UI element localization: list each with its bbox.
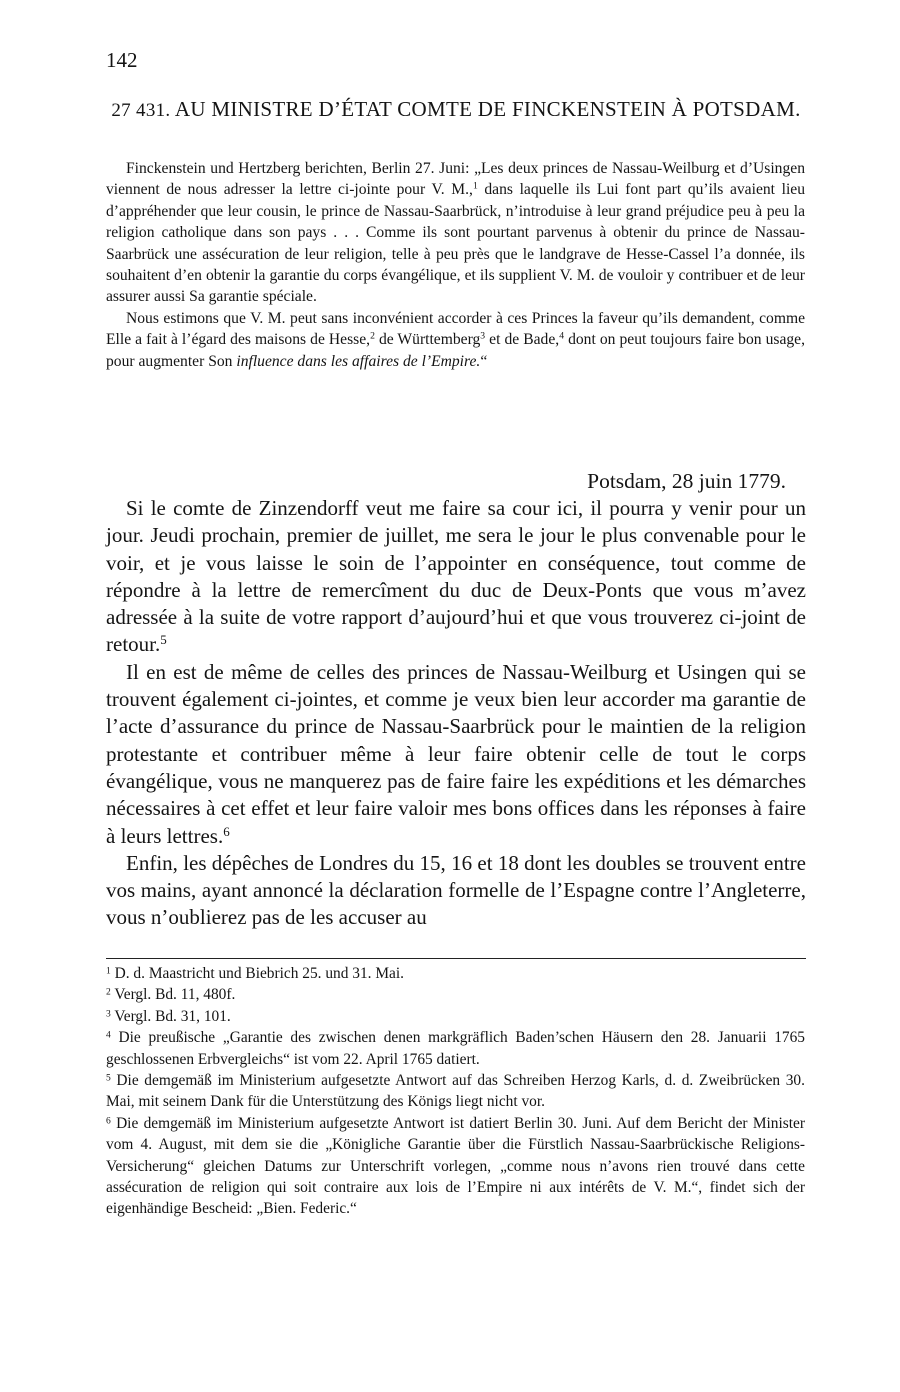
letter-paragraph-2 xyxy=(106,659,806,850)
footnote xyxy=(106,963,805,984)
summary-text: dans laquelle ils Lui font part qu’ils avaient lieu d’appréhender que leur cousin, le prince de Nassau-Saarbrück, n’introduise à leur grand préjudice peu à peu la religion catholique dans son pays . . . Comme ils sont pourtant parvenus à obtenir du prince de Nassau-Saarbrück une assécuration de leur religion, telle à peu près que le landgrave de Hesse-Cassel l’a donnée, ils souhaitent d’en obtenir la garantie du corps évangélique, et ils supplient V. M. de vouloir y contribuer et de leur assurer aussi Sa garantie spéciale. xyxy=(106,181,805,306)
footnote xyxy=(106,1006,805,1027)
footnote xyxy=(106,1027,805,1070)
footnotes xyxy=(106,963,805,1220)
footnote xyxy=(106,1113,805,1220)
footnote-ref: 6 xyxy=(223,823,230,839)
letter-text: Il en est de même de celles des princes de Nassau-Weilburg et Usingen qui se trouvent également ci-jointes, et comme je veux bien leur accorder ma garantie de l’acte d’assurance du prince de Nassau-Saarbrück pour le maintien de la religion protestante et contribuer même à leur faire obtenir celle de tout le corps évangélique, vous ne manquerez pas de faire faire les expéditions et les démarches nécessaires à cet effet et leur faire valoir mes bons offices dans les réponses à faire à leurs lettres. xyxy=(106,659,806,848)
footnote-number: 1 xyxy=(106,965,111,977)
letter-text: Si le comte de Zinzendorff veut me faire sa cour ici, il pourra y venir pour un jour. Jeudi prochain, premier de juillet, me sera le jour le plus convenable pour le voir, et je vous laisse le soin de l’appointer en conséquence, tout comme de répondre à la lettre de remercîment du duc de Deux-Ponts que vous m’avez adressée à la suite de votre rapport d’aujourd’hui et que vous trouverez ci-joint de retour. xyxy=(106,496,806,657)
summary-text: et de Bade, xyxy=(485,331,560,349)
letter-date-line: Potsdam, 28 juin 1779. xyxy=(587,469,786,493)
footnote-number: 6 xyxy=(106,1115,111,1127)
footnote-text: Die demgemäß im Ministerium aufgesetzte Antwort auf das Schreiben Herzog Karls, d. d. Zweibrücken 30. Mai, mit seinem Dank für die Unterstützung des Königs liegt nicht vor. xyxy=(106,1072,805,1111)
footnote-ref: 3 xyxy=(480,330,486,342)
footnote-ref: 4 xyxy=(559,330,565,342)
summary-italic-text: influence dans les affaires de l’Empire. xyxy=(236,352,481,370)
summary-text: Finckenstein und Hertzberg berichten, Berlin 27. Juni: „Les deux princes de Nassau-Weilburg et d’Usingen viennent de nous adresser la lettre ci-jointe pour V. M., xyxy=(106,160,805,199)
footnote-text: Die preußische „Garantie des zwischen denen markgräflich Baden’schen Häusern den 28. Januarii 1765 geschlossenen Erbvergleichs“ ist vom 22. April 1765 datiert. xyxy=(106,1029,805,1068)
summary-text: de Württemberg xyxy=(374,331,481,349)
summary-paragraph-2 xyxy=(106,308,805,372)
footnote-number: 5 xyxy=(106,1072,111,1084)
letter-body xyxy=(106,495,806,932)
footnote-number: 4 xyxy=(106,1029,111,1041)
footnote-text: D. d. Maastricht und Biebrich 25. und 31. Mai. xyxy=(114,965,405,982)
footnote-ref: 5 xyxy=(160,632,167,648)
letter-paragraph-3: Enfin, les dépêches de Londres du 15, 16 et 18 dont les doubles se trouvent entre vos mains, ayant annoncé la déclaration formelle de l’Espagne contre l’Angleterre, vous n’oublierez pas de les accuser au xyxy=(106,850,806,930)
footnote-text: Vergl. Bd. 31, 101. xyxy=(114,1007,231,1025)
footnote-divider xyxy=(106,958,806,959)
summary-paragraph-1 xyxy=(106,158,805,308)
letter-paragraph-1 xyxy=(106,495,806,659)
footnote-text: Die demgemäß im Ministerium aufgesetzte Antwort ist datiert Berlin 30. Juni. Auf dem Bericht der Minister vom 4. August, mit dem sie die „Königliche Garantie über die Fürstlich Nassau-Saarbrückische Religions-Versicherung“ gleichen Datums zur Unterschrift vorlegen, „comme nous n’avons rien trouvé dans cette assécuration de religion qui soit contraire aux lois de l’Empire ni aux intérêts de V. M.“, findet sich der eigenhändige Bescheid: „Bien. Federic.“ xyxy=(106,1114,805,1218)
summary-text: dont on peut toujours faire bon usage, pour augmenter Son xyxy=(106,331,806,370)
report-summary xyxy=(106,158,805,372)
footnote-ref: 2 xyxy=(370,330,375,342)
footnote xyxy=(106,984,805,1005)
footnote-ref: 1 xyxy=(472,181,478,193)
document-title: AU MINISTRE D’ÉTAT COMTE DE FINCKENSTEIN À POTSDAM. xyxy=(174,97,801,121)
page-number: 142 xyxy=(106,48,138,72)
footnote xyxy=(106,1070,805,1113)
summary-text: “ xyxy=(480,352,488,370)
document-number: 27 431. xyxy=(111,100,171,121)
footnote-number: 3 xyxy=(106,1008,111,1020)
footnote-text: Vergl. Bd. 11, 480f. xyxy=(114,986,236,1004)
summary-text: Nous estimons que V. M. peut sans inconvénient accorder à ces Princes la faveur qu’ils demandent, comme Elle a fait à l’égard des maisons de Hesse, xyxy=(106,309,805,349)
document-heading xyxy=(106,96,806,124)
footnote-number: 2 xyxy=(106,987,111,999)
